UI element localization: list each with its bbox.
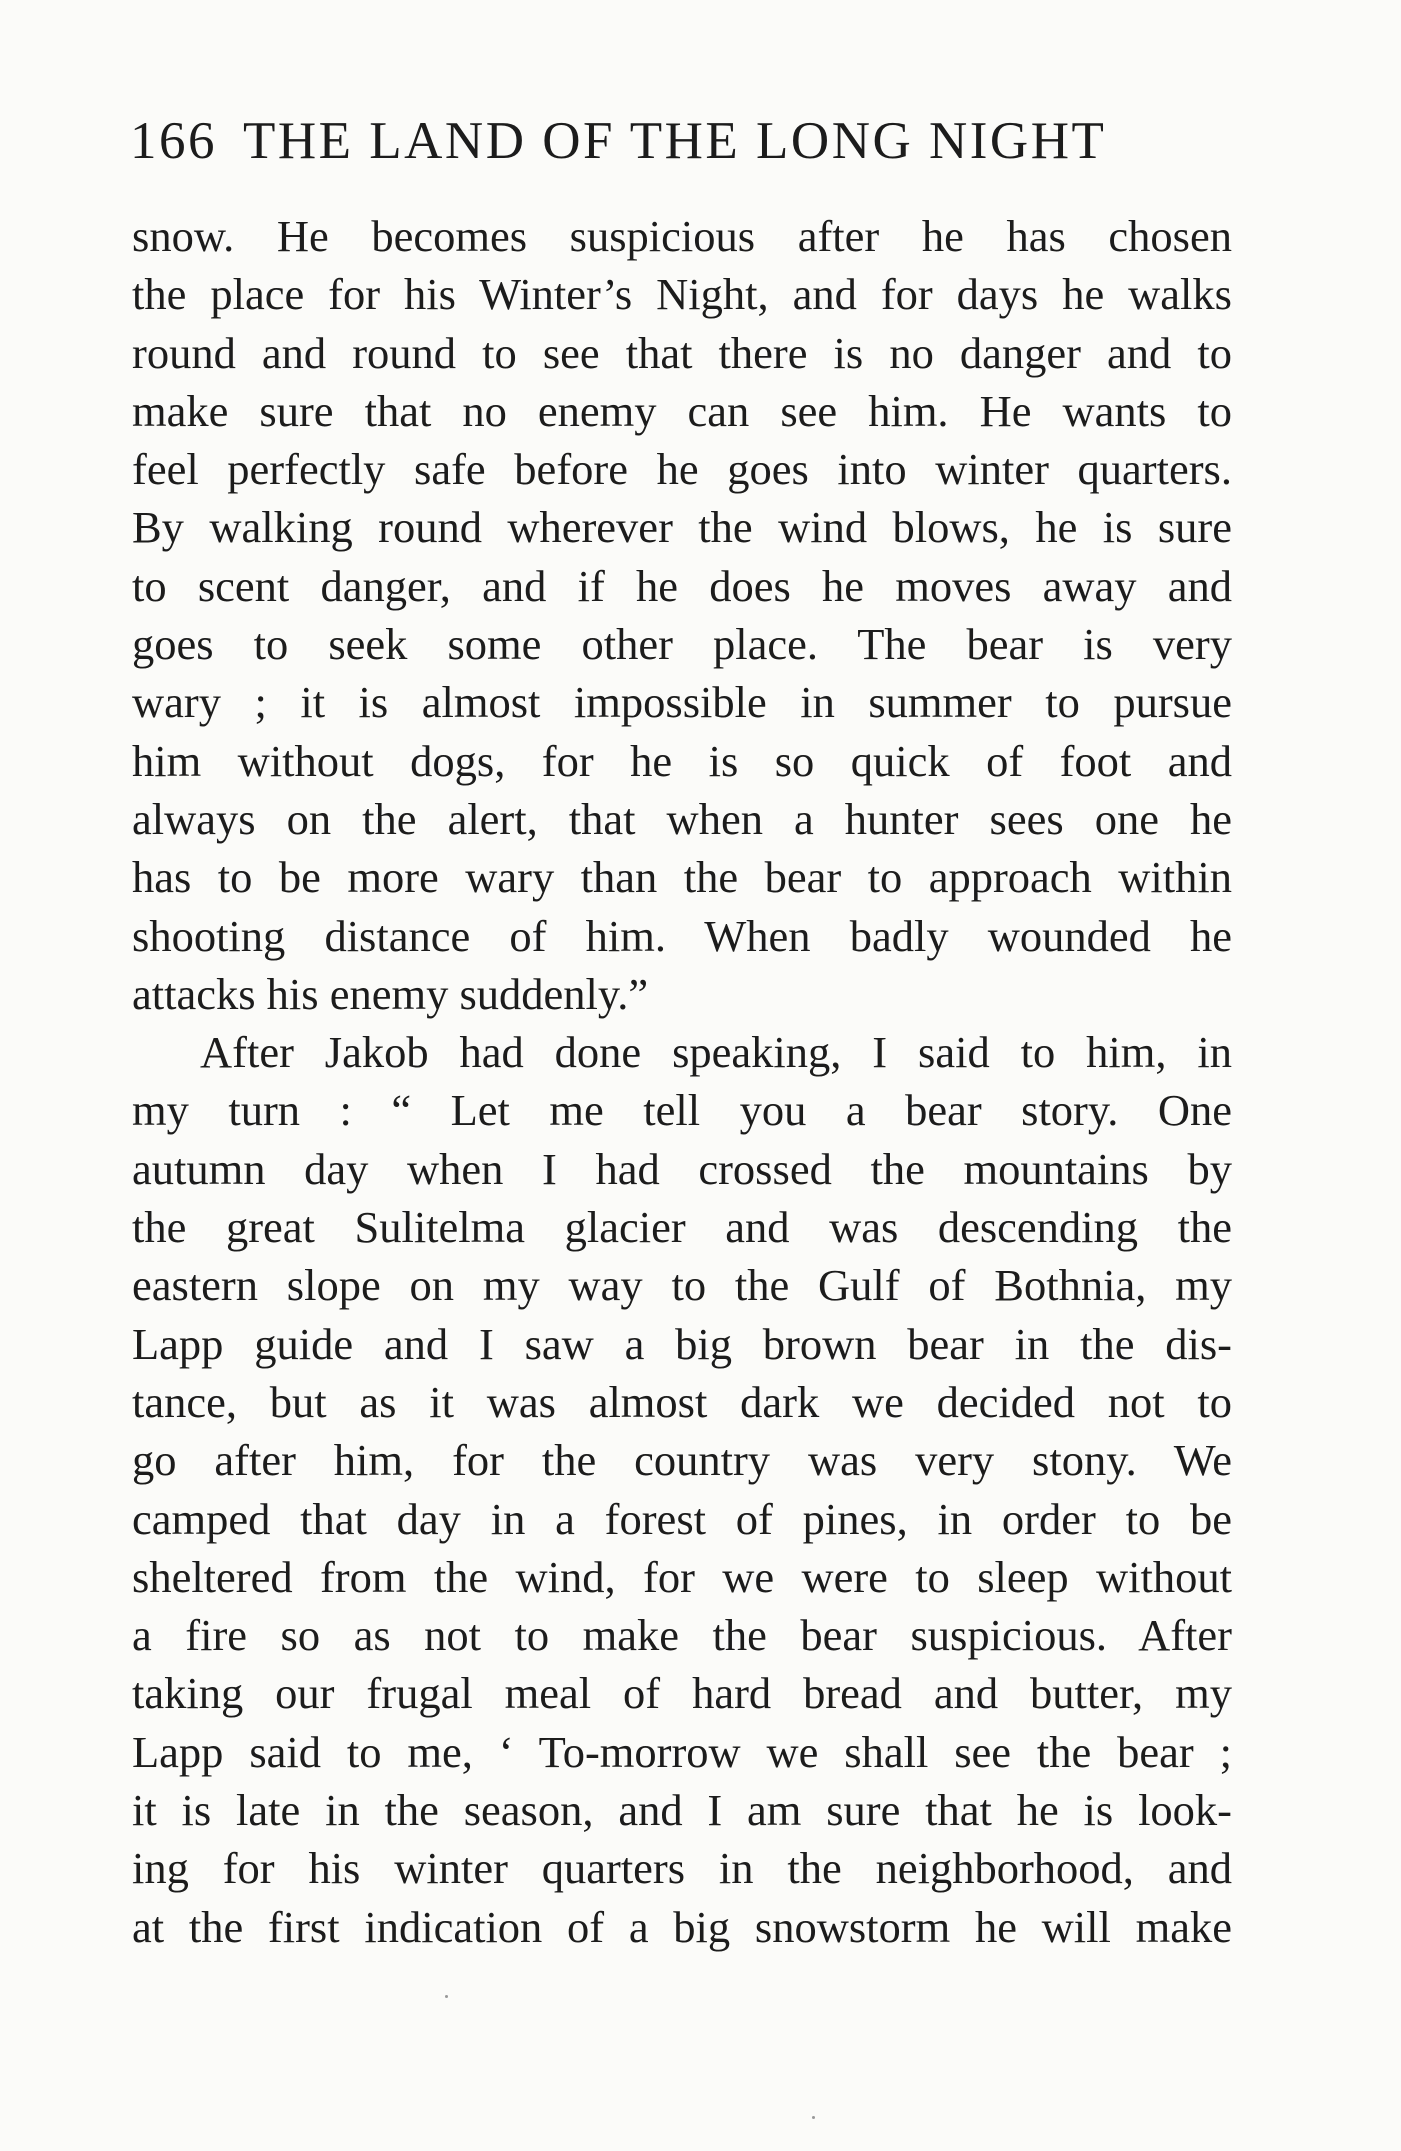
text-line: By walking round wherever the wind blows, he is sure [132,502,1232,553]
text-line: tance, but as it was almost dark we decided not to [132,1376,1232,1427]
text-line: shooting distance of him. When badly wounded he [132,910,1232,961]
text-line: ing for his winter quarters in the neighborhood, and [132,1843,1232,1894]
text-line: eastern slope on my way to the Gulf of Bothnia, my [132,1260,1232,1311]
text-line: my turn : “ Let me tell you a bear story. One [132,1085,1232,1136]
text-line: sheltered from the wind, for we were to sleep without [132,1551,1232,1602]
page-number: 166 [130,112,217,170]
text-line: it is late in the season, and I am sure that he is look- [132,1785,1232,1836]
text-line: snow. He becomes suspicious after he has chosen [132,211,1232,261]
text-line: the place for his Winter’s Night, and for days he walks [132,269,1232,320]
text-line: Lapp guide and I saw a big brown bear in the dis- [132,1318,1232,1369]
paper-speck [812,2116,815,2119]
text-line: After Jakob had done speaking, I said to him, in [200,1027,1232,1078]
text-line: attacks his enemy suddenly.” [132,968,649,1019]
text-line: make sure that no enemy can see him. He wants to [132,385,1232,436]
body-text [132,207,1232,1956]
paper-speck [445,1995,448,1998]
text-line: round and round to see that there is no danger and to [132,327,1232,378]
page-header [130,106,1230,176]
text-line: has to be more wary than the bear to approach within [132,852,1232,903]
text-line: wary ; it is almost impossible in summer to pursue [132,677,1232,728]
text-line: taking our frugal meal of hard bread and butter, my [132,1668,1232,1719]
text-line: feel perfectly safe before he goes into winter quarters. [132,444,1232,495]
text-line: to scent danger, and if he does he moves away and [132,560,1232,611]
text-line: autumn day when I had crossed the mountains by [132,1143,1232,1194]
text-line: at the first indication of a big snowstorm he will make [132,1901,1232,1952]
text-line: goes to seek some other place. The bear is very [132,619,1232,670]
text-line: camped that day in a forest of pines, in order to be [132,1493,1232,1544]
text-line: him without dogs, for he is so quick of foot and [132,735,1232,786]
text-line: a fire so as not to make the bear suspicious. After [132,1610,1232,1661]
running-title: THE LAND OF THE LONG NIGHT [243,112,1107,170]
text-line: go after him, for the country was very stony. We [132,1435,1232,1486]
text-line: Lapp said to me, ‘ To-morrow we shall see the bear ; [132,1726,1232,1777]
text-line: always on the alert, that when a hunter sees one he [132,793,1232,844]
text-line: the great Sulitelma glacier and was descending the [132,1202,1232,1253]
